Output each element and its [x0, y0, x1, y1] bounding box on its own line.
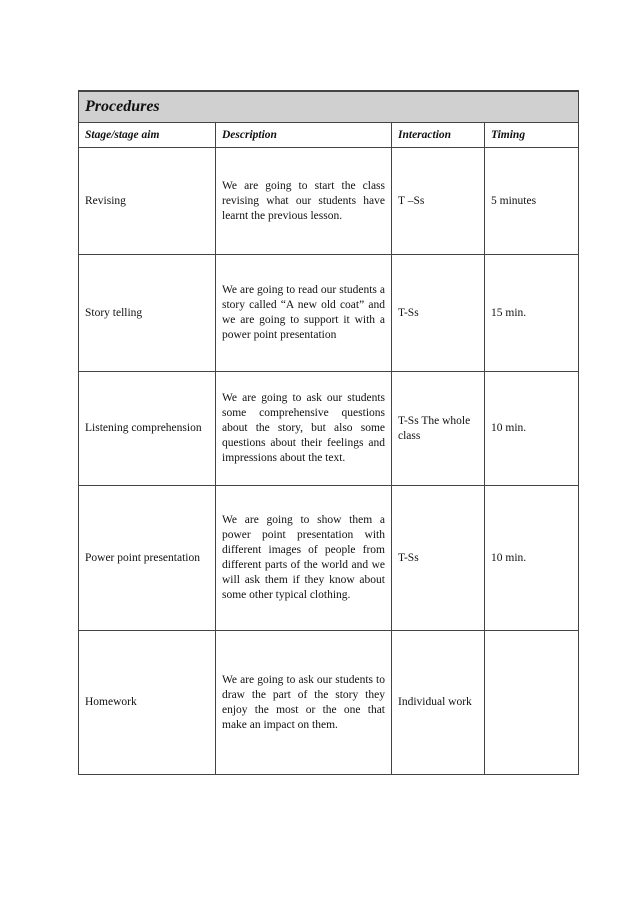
cell-timing: 10 min. [485, 486, 579, 631]
cell-timing: 5 minutes [485, 148, 579, 255]
table-row [79, 372, 579, 486]
cell-stage: Story telling [79, 255, 216, 372]
cell-description: We are going to show them a power point presentation with different images of people from different parts of the world and we will ask them if they know about some other typical clothing. [216, 486, 392, 631]
table-row [79, 631, 579, 775]
cell-description: We are going to ask our students to draw the part of the story they enjoy the most or the one that make an impact on them. [216, 631, 392, 775]
table-row [79, 255, 579, 372]
table-row [79, 148, 579, 255]
cell-timing [485, 631, 579, 775]
cell-description: We are going to start the class revising what our students have learnt the previous lesson. [216, 148, 392, 255]
title-row [79, 91, 579, 123]
cell-timing: 15 min. [485, 255, 579, 372]
header-timing: Timing [485, 123, 579, 148]
procedures-table-wrapper [78, 90, 578, 775]
cell-stage: Power point presentation [79, 486, 216, 631]
cell-interaction: T-Ss The whole class [392, 372, 485, 486]
cell-interaction: T-Ss [392, 255, 485, 372]
cell-stage: Revising [79, 148, 216, 255]
header-row [79, 123, 579, 148]
cell-description: We are going to read our students a story called “A new old coat” and we are going to support it with a power point presentation [216, 255, 392, 372]
table-title-cell [79, 91, 579, 123]
table-title: Procedures [85, 97, 160, 115]
cell-stage: Listening comprehension [79, 372, 216, 486]
procedures-table [78, 90, 579, 775]
cell-stage: Homework [79, 631, 216, 775]
header-interaction: Interaction [392, 123, 485, 148]
cell-interaction: T-Ss [392, 486, 485, 631]
cell-interaction: T –Ss [392, 148, 485, 255]
table-row [79, 486, 579, 631]
cell-interaction: Individual work [392, 631, 485, 775]
header-description: Description [216, 123, 392, 148]
cell-timing: 10 min. [485, 372, 579, 486]
cell-description: We are going to ask our students some comprehensive questions about the story, but also some questions about their feelings and impressions about the text. [216, 372, 392, 486]
header-stage: Stage/stage aim [79, 123, 216, 148]
